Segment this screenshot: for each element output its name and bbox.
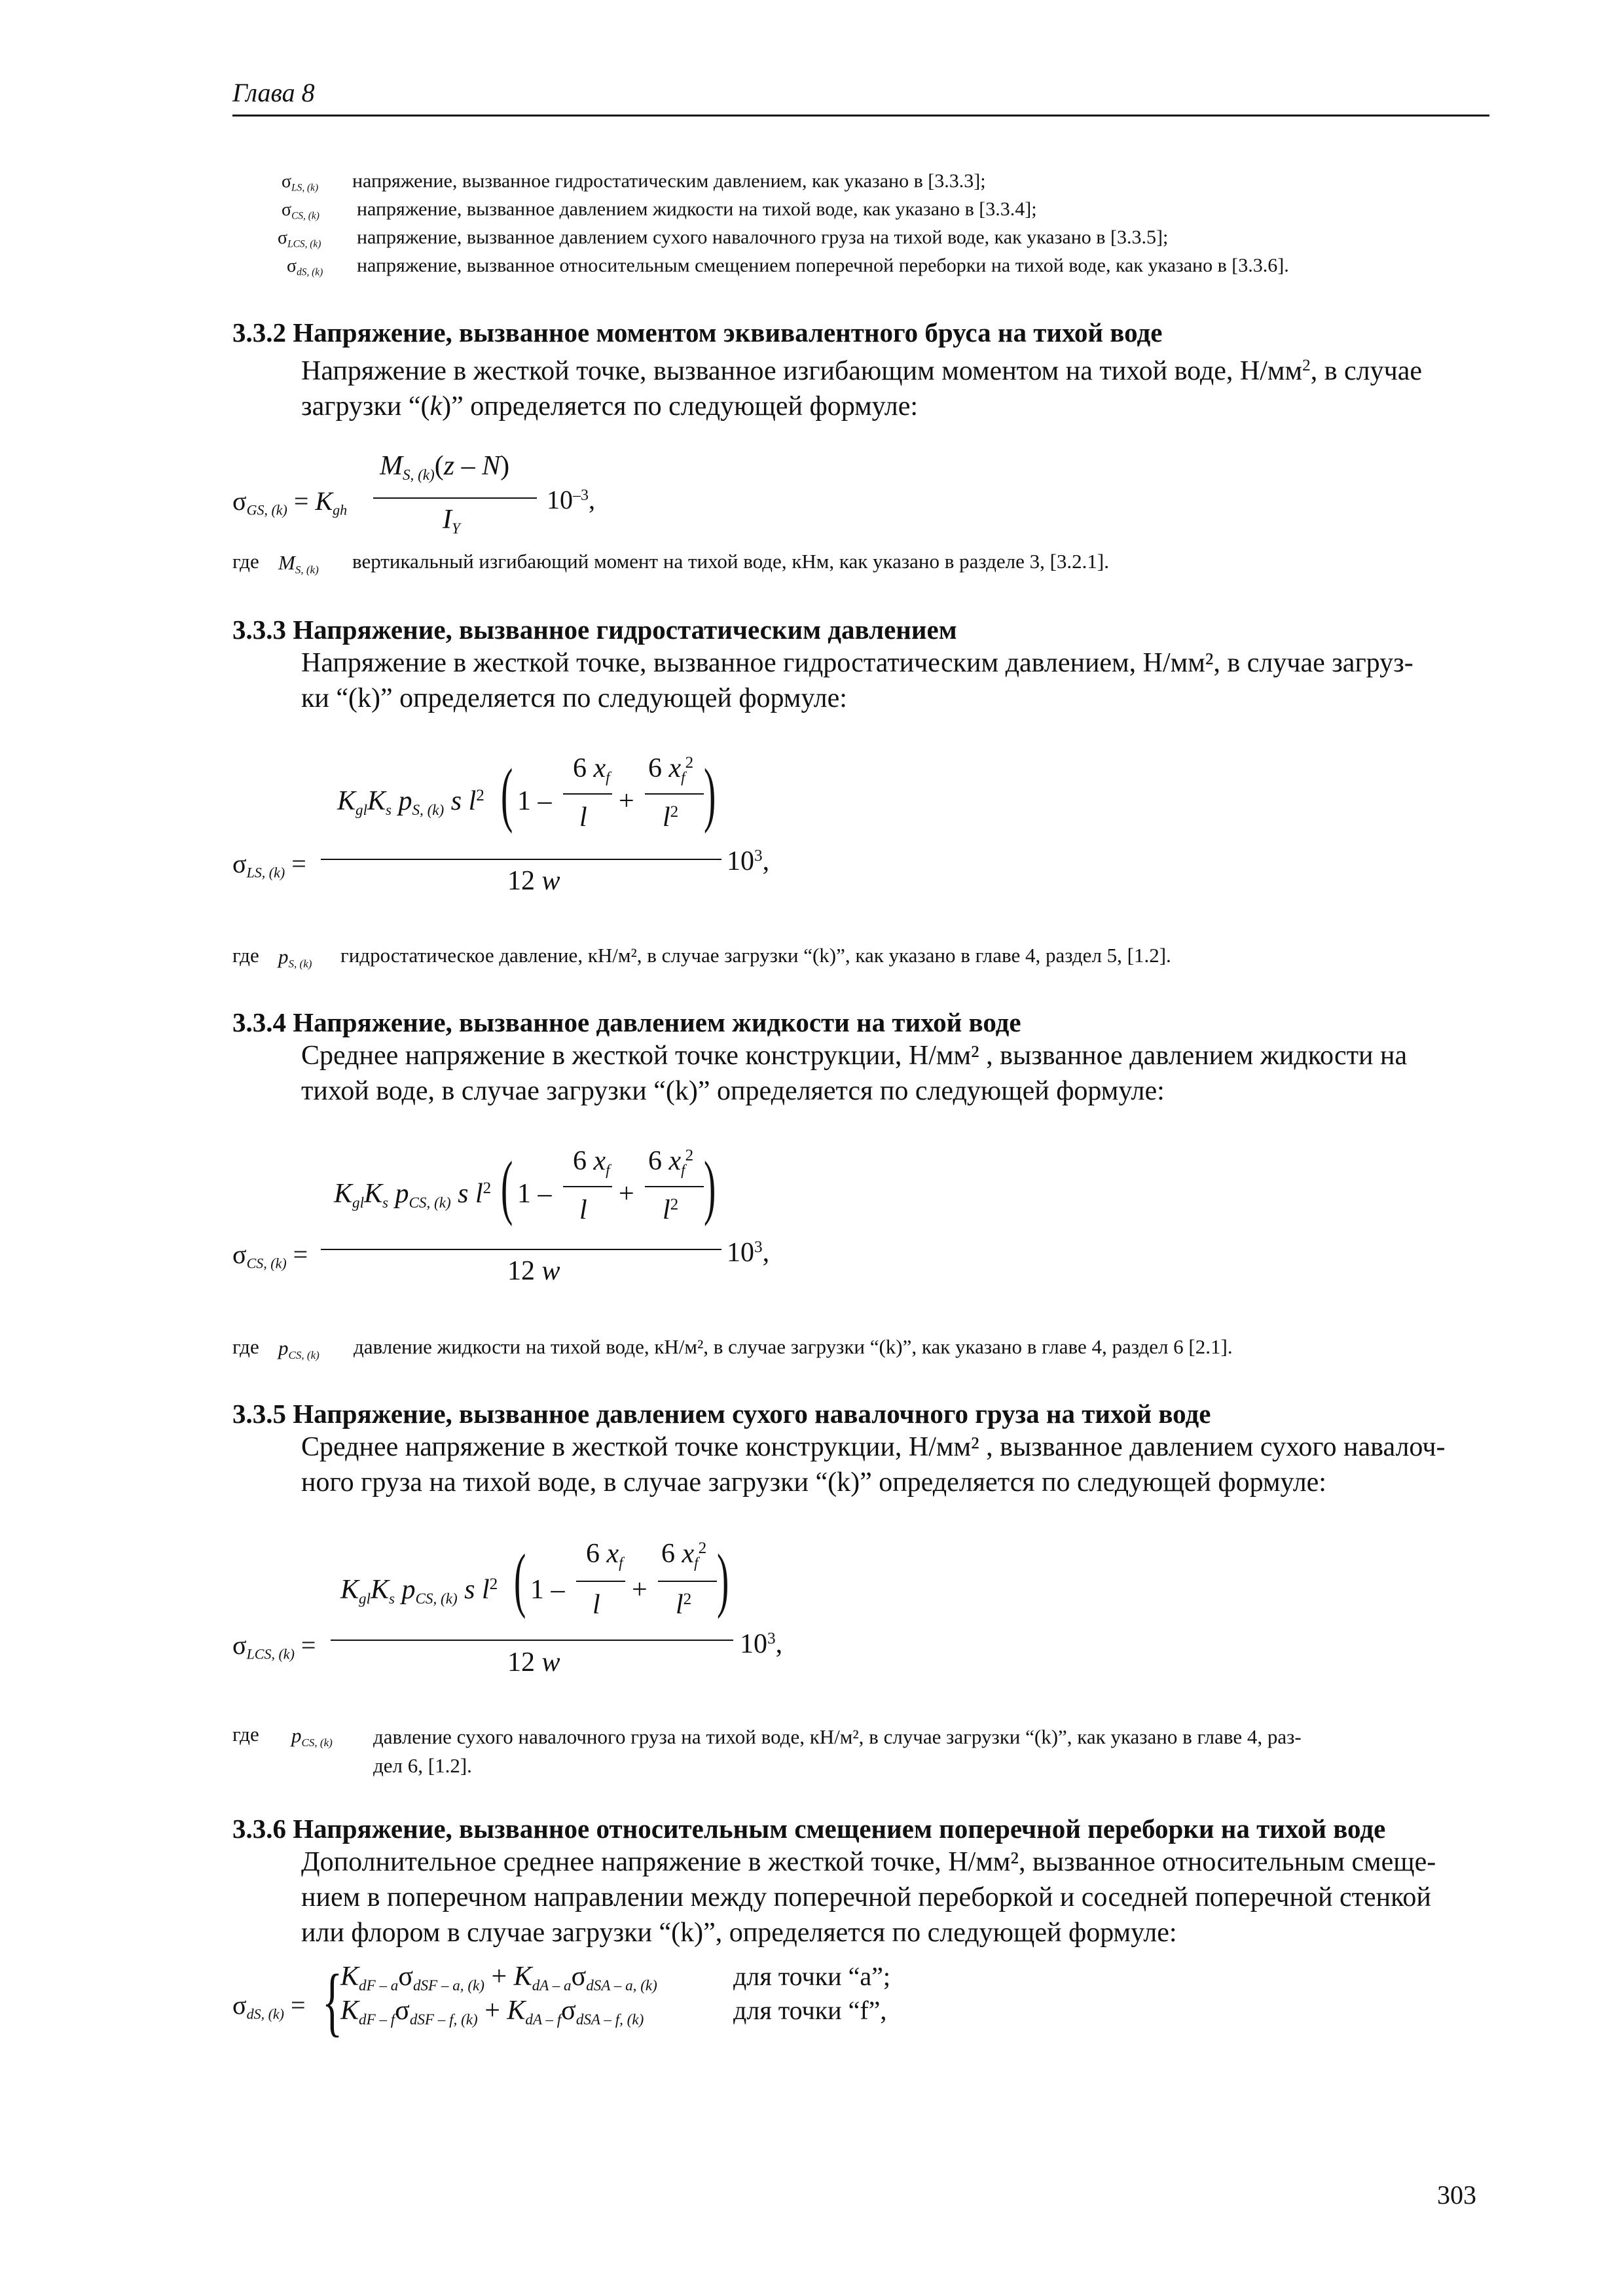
where-label-335: где xyxy=(232,1723,259,1746)
section-3-3-4-title: 3.3.4 Напряжение, вызванное давлением жидкости на тихой воде xyxy=(232,1007,1021,1037)
section-3-3-2-paragraph: Напряжение в жесткой точке, вызванное изгибающим моментом на тихой воде, $Н/мм^2$, в случае загрузки “(k)” определяется по следующей формуле: xyxy=(301,355,1423,422)
section-3-3-2-title: 3.3.2 Напряжение, вызванное моментом эквивалентного бруса на тихой воде xyxy=(232,317,1163,348)
section-3-3-6-title: 3.3.6 Напряжение, вызванное относительным смещением поперечной переборки на тихой воде xyxy=(232,1814,1386,1844)
where-label-333: где xyxy=(232,944,259,967)
def-text-lcs: напряжение, вызванное давлением сухого навалочного груза на тихой воде, как указано в [3.3.5]; xyxy=(357,226,1169,248)
chapter-header: Глава 8 xyxy=(232,78,315,107)
section-3-3-5-title: 3.3.5 Напряжение, вызванное давлением сухого навалочного груза на тихой воде xyxy=(232,1399,1211,1429)
section-3-3-4-paragraph: Среднее напряжение в жесткой точке конструкции, Н/мм² , вызванное давлением жидкости на тихой воде, в случае загрузки “(k)” определяется по следующей формуле: xyxy=(301,1041,1408,1106)
header-rule xyxy=(232,115,1489,117)
where-text-332: вертикальный изгибающий момент на тихой воде, кНм, как указано в разделе 3, [3.2.1]. xyxy=(352,550,1109,573)
section-3-3-6-paragraph: Дополнительное среднее напряжение в жесткой точке, Н/мм², вызванное относительным смеще- нием в поперечном направлении между поперечной переборкой и соседней поперечной стенкой или флором в случае загрузки “(k)”, определяется по следующей формуле: xyxy=(301,1847,1436,1948)
def-text-ds: напряжение, вызванное относительным смещением поперечной переборки на тихой воде, как указано в [3.3.6]. xyxy=(357,255,1289,276)
where-text-334: давление жидкости на тихой воде, кН/м², в случае загрузки “(k)”, как указано в главе 4, раздел 6 [2.1]. xyxy=(354,1335,1233,1358)
where-symbol-335: $p_{CS, (k)}$ xyxy=(291,1724,333,1749)
def-symbol-lcs: $\sigma_{LCS, (k)}$ xyxy=(278,228,321,250)
where-text-335: давление сухого навалочного груза на тихой воде, кН/м², в случае загрузки “(k)”, как указано в главе 4, раз- дел 6, [1.2]. xyxy=(373,1725,1302,1777)
section-3-3-5-paragraph: Среднее напряжение в жесткой точке конструкции, Н/мм² , вызванное давлением сухого навалоч- ного груза на тихой воде, в случае загрузки “(k)” определяется по следующей формуле: xyxy=(301,1432,1446,1498)
def-symbol-ls: $\sigma_{LS, (k)}$ xyxy=(282,171,319,194)
section-3-3-3-paragraph: Напряжение в жесткой точке, вызванное гидростатическим давлением, Н/мм², в случае загруз- ки “(k)” определяется по следующей формуле: xyxy=(301,648,1413,713)
where-symbol-334: $p_{CS, (k)}$ xyxy=(278,1336,319,1361)
def-text-ls: напряжение, вызванное гидростатическим давлением, как указано в [3.3.3]; xyxy=(352,170,986,192)
where-label-332: где xyxy=(232,550,259,573)
def-text-cs: напряжение, вызванное давлением жидкости на тихой воде, как указано в [3.3.4]; xyxy=(357,198,1037,220)
page-number: 303 xyxy=(1437,2180,1476,2210)
where-symbol-332: $M_{S, (k)}$ xyxy=(278,551,319,576)
where-symbol-333: $p_{S, (k)}$ xyxy=(278,945,312,970)
def-symbol-cs: $\sigma_{CS, (k)}$ xyxy=(282,200,319,222)
section-3-3-3-title: 3.3.3 Напряжение, вызванное гидростатическим давлением xyxy=(232,615,957,645)
where-label-334: где xyxy=(232,1335,259,1358)
where-text-333: гидростатическое давление, кН/м², в случае загрузки “(k)”, как указано в главе 4, раздел 5, [1.2]. xyxy=(340,944,1171,967)
def-symbol-ds: $\sigma_{dS, (k)}$ xyxy=(287,256,323,278)
